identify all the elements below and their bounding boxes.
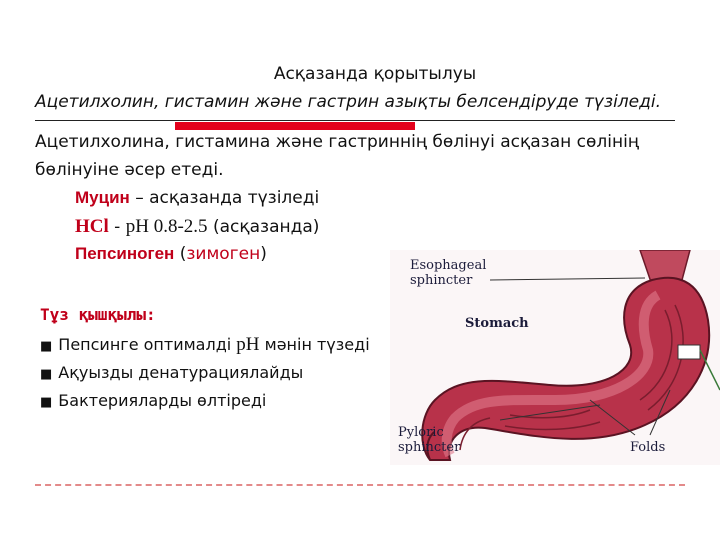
bullet-1-text-a: Пепсинге оптималді	[58, 335, 237, 354]
bullet-3-text: Бактерияларды өлтіреді	[58, 391, 267, 410]
title-divider	[35, 120, 675, 121]
acid-heading: Тұз қышқылы:	[40, 305, 156, 324]
bullet-1-text-b: мәнін түзеді	[259, 335, 370, 354]
bullet-2-text: Ақуызды денатурациялайды	[58, 363, 304, 382]
folds-label: Folds	[630, 440, 666, 455]
pepsinogen-line	[75, 244, 267, 264]
bullet-square-icon: ■	[40, 339, 53, 354]
esophageal-line-2: sphincter	[410, 273, 473, 288]
slide-title: Асқазанда қорытылуы	[273, 64, 477, 84]
acid-bullet-list	[40, 332, 380, 416]
bullet-1-ph: pH	[236, 334, 260, 355]
bullet-square-icon: ■	[40, 367, 53, 382]
pyloric-sphincter-label	[398, 425, 460, 455]
intro-paragraph: Ацетилхолина, гистамина жәнe гастриннің бөлінуі асқазан сөлінің бөлінуіне әсер етеді.	[35, 132, 640, 180]
hcl-term: HCl	[75, 216, 109, 237]
esophageal-sphincter-label	[410, 258, 486, 288]
mucin-term: Муцин	[75, 188, 130, 207]
hcl-ph-range: pH 0.8-2.5	[125, 216, 208, 237]
bullet-square-icon: ■	[40, 395, 53, 410]
paren-close: )	[260, 244, 267, 264]
acid-bullet-3	[40, 388, 380, 416]
footer-divider	[35, 484, 685, 486]
zymogen-label: зимоген	[186, 244, 261, 264]
acid-bullet-2	[40, 360, 380, 388]
hcl-separator: -	[108, 217, 126, 237]
pyloric-line-1: Pyloric	[398, 425, 444, 440]
slide-subtitle: Ацетилхолин, гистамин және гастрин азықты белсендіруде түзіледі.	[35, 92, 662, 112]
esophageal-line-1: Esophageal	[410, 258, 487, 273]
pepsinogen-term: Пепсиноген	[75, 244, 175, 263]
hcl-line	[75, 216, 319, 238]
hcl-location: (асқазанда)	[207, 217, 320, 237]
paren-open: (	[174, 244, 187, 264]
mucin-description: – асқазанда түзіледі	[129, 188, 320, 208]
pyloric-line-2: sphincter	[398, 440, 461, 455]
stomach-diagram	[390, 250, 720, 465]
mucin-line	[75, 188, 319, 208]
acid-bullet-1	[40, 332, 380, 360]
stomach-label: Stomach	[465, 316, 529, 331]
